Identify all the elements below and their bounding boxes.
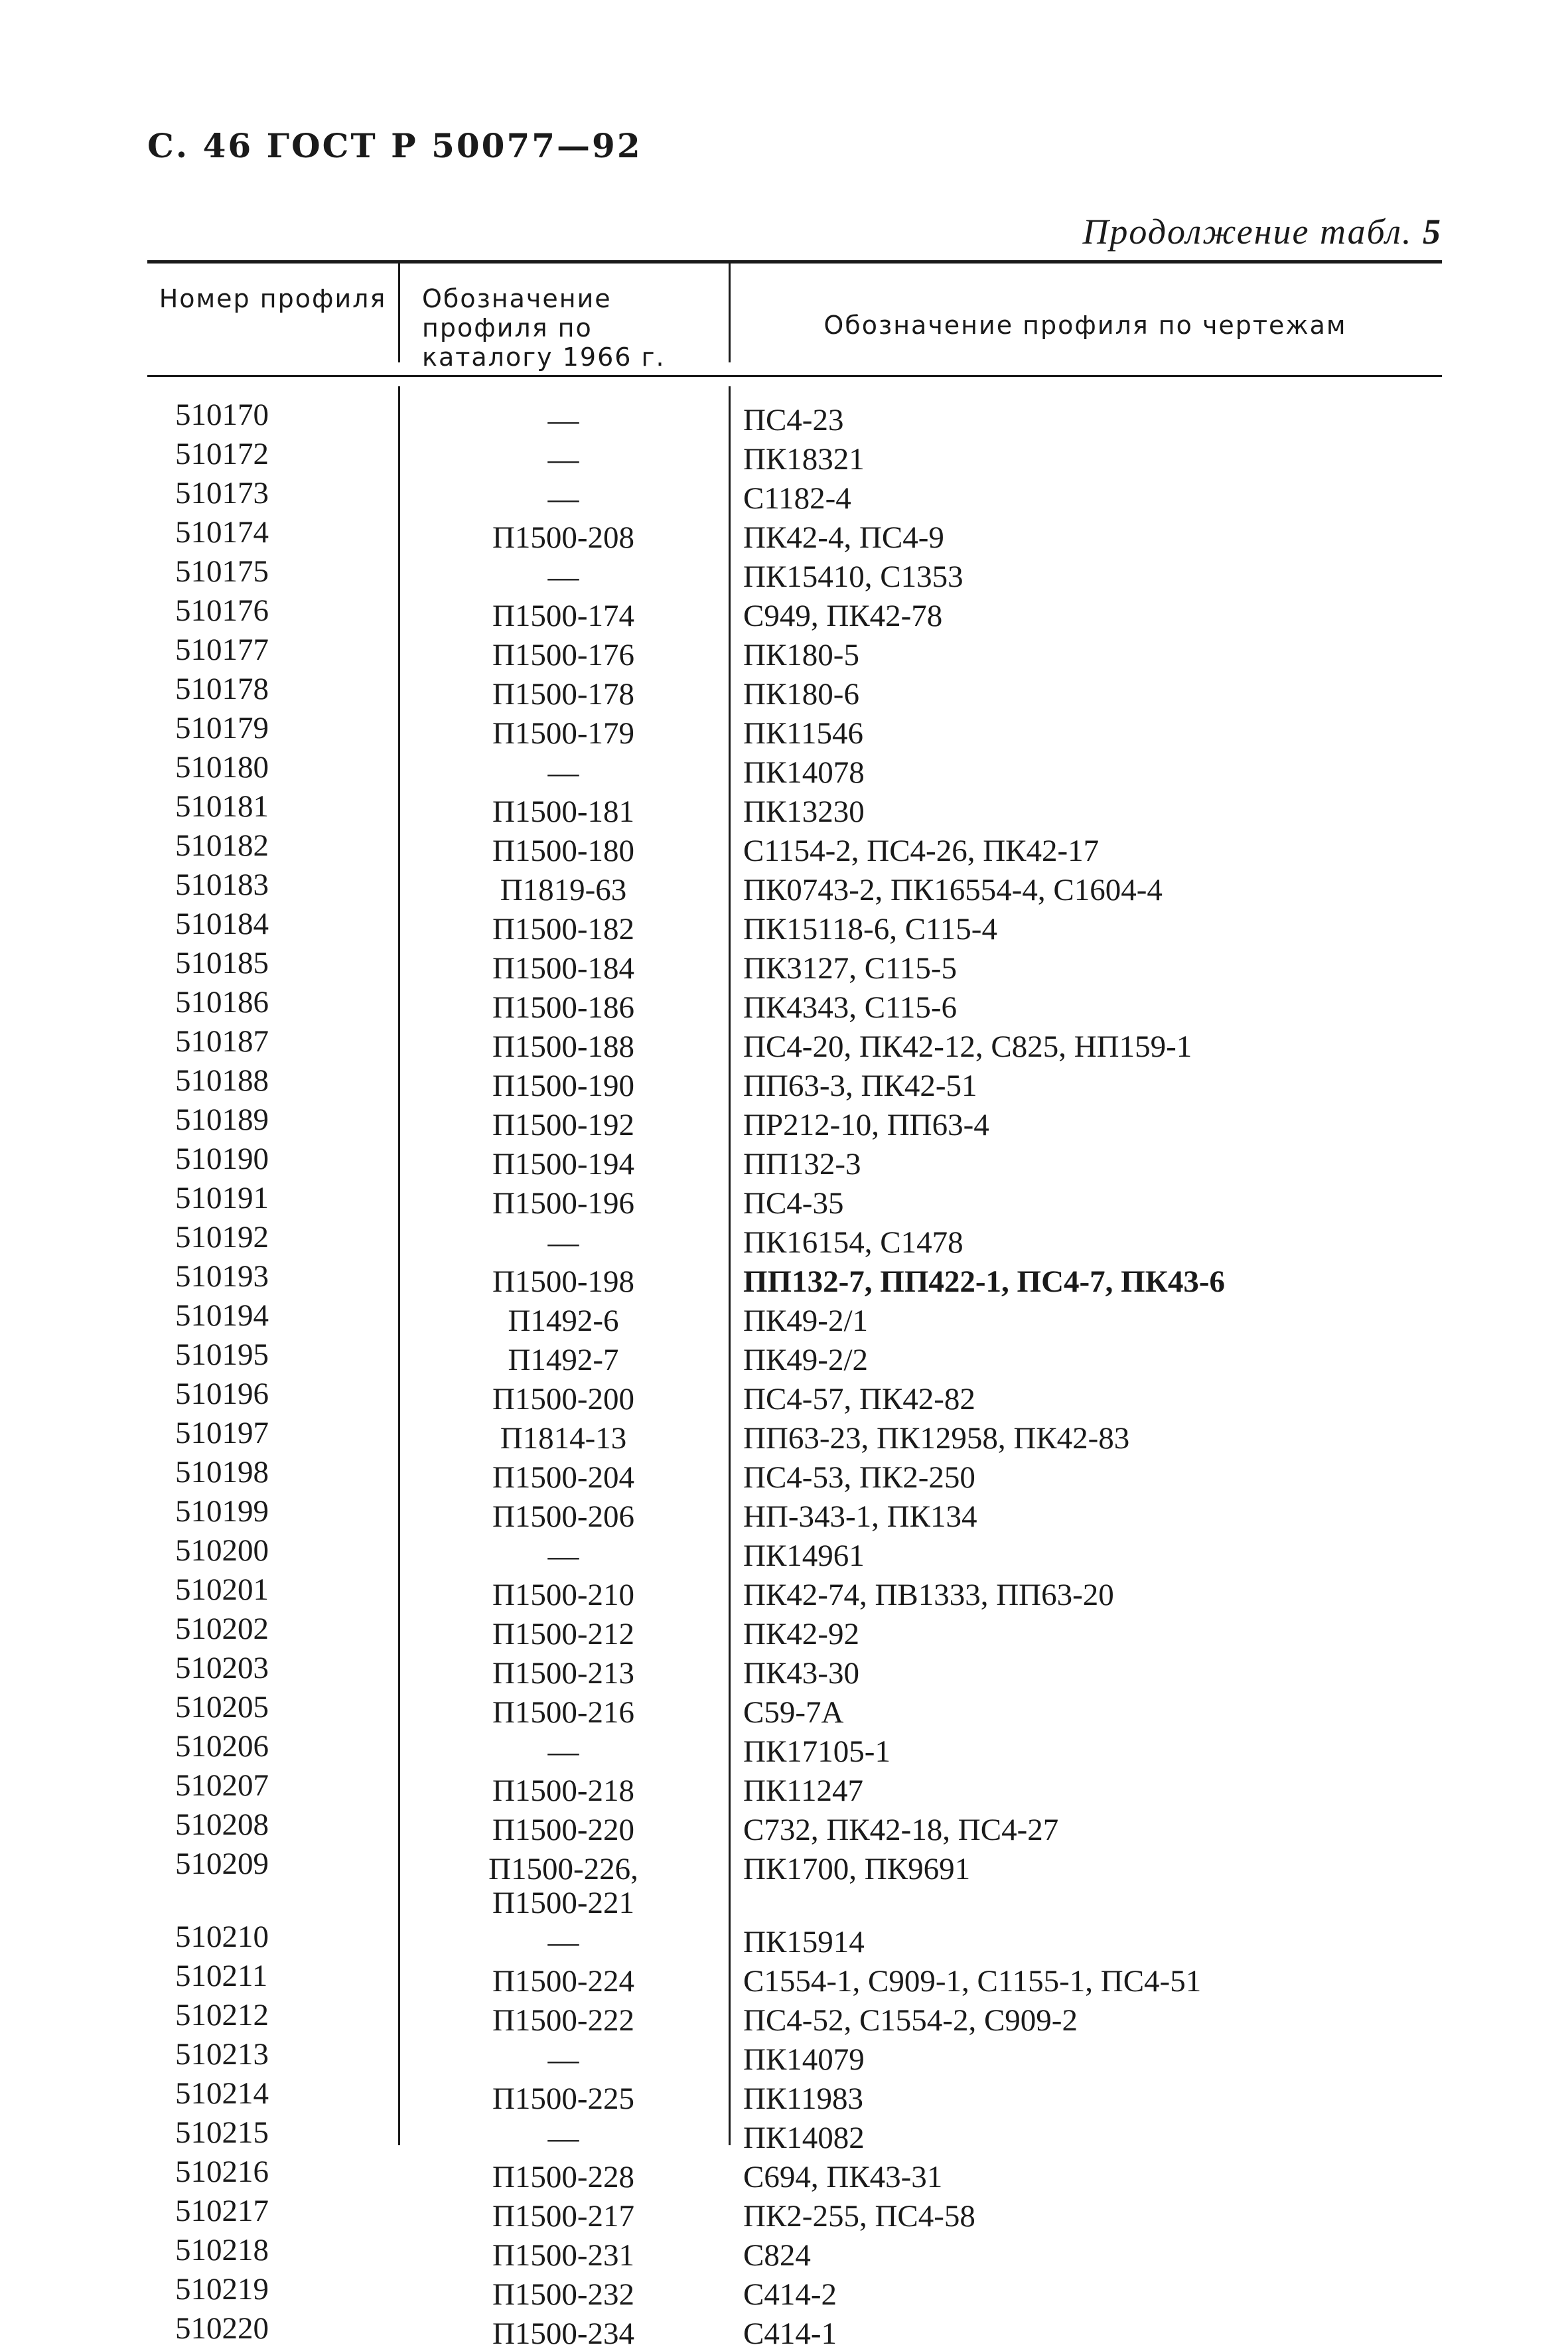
profile-number-cell: 510173 [175,476,269,510]
table-row [147,1495,1442,1534]
drawing-designation-cell: ПП132-3 [743,1147,861,1181]
catalog-designation-cell: П1814-13 [500,1421,627,1456]
catalog-designation-cell: — [547,481,579,516]
drawing-designation-cell: ПК11247 [743,1774,864,1808]
catalog-designation-cell: П1500-174 [492,599,635,633]
table-row [147,437,1442,477]
profile-number-cell: 510215 [175,2115,269,2150]
table-row [147,1612,1442,1651]
table-row [147,2312,1442,2351]
table-row [147,1959,1442,1999]
catalog-designation-cell: П1500-186 [492,990,635,1025]
drawing-designation-cell: ПК15914 [743,1925,865,1959]
catalog-designation-cell: П1500-180 [492,834,635,868]
table-row [147,947,1442,986]
drawing-designation-cell: ПК18321 [743,442,865,477]
header-bottom-rule [147,375,1442,377]
profile-number-cell: 510197 [175,1416,269,1450]
table-row [147,1769,1442,1808]
table-row [147,2038,1442,2077]
profile-number-cell: 510183 [175,868,269,902]
profile-number-cell: 510195 [175,1337,269,1372]
profile-number-cell: 510193 [175,1259,269,1294]
profile-number-cell: 510177 [175,633,269,667]
catalog-designation-cell: П1500-225 [492,2082,635,2116]
table-row [147,790,1442,829]
profile-number-cell: 510198 [175,1455,269,1489]
table-row [147,2155,1442,2194]
table-row [147,1730,1442,1769]
catalog-designation-cell: П1500-192 [492,1108,635,1142]
drawing-designation-cell: ПК14082 [743,2121,865,2155]
catalog-designation-cell: П1500-228 [492,2160,635,2194]
profile-number-cell: 510201 [175,1572,269,1607]
drawing-designation-cell: ПК2-255, ПС4-58 [743,2199,975,2234]
drawing-designation-cell: С949, ПК42-78 [743,599,943,633]
profile-number-cell: 510180 [175,750,269,785]
catalog-designation-cell: П1500-217 [492,2199,635,2234]
table-row [147,1456,1442,1495]
drawing-designation-cell: ПК11546 [743,716,864,751]
profile-number-cell: 510196 [175,1377,269,1411]
table-row [147,986,1442,1025]
profile-number-cell: 510176 [175,593,269,628]
drawing-designation-cell: ПК15410, С1353 [743,560,963,594]
header-divider-1 [398,263,400,362]
catalog-designation-cell: П1492-6 [508,1304,619,1338]
profile-number-cell: 510219 [175,2272,269,2307]
catalog-designation-cell: П1500-213 [492,1656,635,1691]
catalog-designation-cell: П1500-179 [492,716,635,751]
drawing-designation-cell: С824 [743,2238,811,2273]
drawing-designation-cell: ПК16154, С1478 [743,1225,963,1260]
drawing-designation-cell: ПК0743-2, ПК16554-4, С1604-4 [743,873,1163,907]
catalog-designation-cell: П1500-232 [492,2277,635,2312]
catalog-designation-cell: — [547,1225,579,1260]
drawing-designation-cell: ПК43-30 [743,1656,859,1691]
profile-number-cell: 510217 [175,2194,269,2228]
profile-number-cell: 510213 [175,2037,269,2072]
drawing-designation-cell: ПК42-92 [743,1617,859,1651]
profile-number-cell: 510191 [175,1181,269,1215]
table-row [147,1691,1442,1730]
profile-number-cell: 510189 [175,1102,269,1137]
profile-number-cell: 510210 [175,1920,269,1954]
catalog-designation-cell: П1500-188 [492,1029,635,1064]
catalog-designation-cell: П1500-178 [492,677,635,712]
drawing-designation-cell: ПС4-23 [743,403,844,437]
catalog-designation-cell: П1500-212 [492,1617,635,1651]
drawing-designation-cell: ПК180-6 [743,677,859,712]
table-row [147,829,1442,868]
profile-number-cell: 510192 [175,1220,269,1254]
profile-number-cell: 510216 [175,2155,269,2189]
catalog-designation-cell: П1500-204 [492,1460,635,1495]
catalog-designation-cell: П1500-210 [492,1578,635,1612]
profile-number-cell: 510199 [175,1494,269,1529]
table-row [147,1103,1442,1142]
profile-number-cell: 510186 [175,985,269,1020]
table-row [147,1847,1442,1920]
drawing-designation-cell: ПС4-35 [743,1186,844,1221]
drawing-designation-cell: С59-7А [743,1695,844,1730]
page-header: С. 46 ГОСТ Р 50077—92 [147,126,642,165]
profile-number-cell: 510220 [175,2311,269,2346]
table-row [147,1260,1442,1299]
profile-number-cell: 510187 [175,1024,269,1059]
catalog-designation-cell: П1500-184 [492,951,635,986]
table-row [147,1416,1442,1456]
catalog-designation-cell: П1500-200 [492,1382,635,1416]
catalog-designation-cell: П1500-231 [492,2238,635,2273]
drawing-designation-cell: ПК1700, ПК9691 [743,1852,971,1886]
profile-number-cell: 510178 [175,672,269,706]
drawing-designation-cell: ПП63-3, ПК42-51 [743,1069,977,1103]
drawing-designation-cell: С1554-1, С909-1, С1155-1, ПС4-51 [743,1964,1202,1999]
profile-number-cell: 510182 [175,828,269,863]
table-row [147,2194,1442,2234]
profile-number-cell: 510172 [175,437,269,471]
drawing-designation-cell: ПК17105-1 [743,1734,891,1769]
table-row [147,633,1442,672]
table-continuation-label [1082,211,1442,252]
table-row [147,2116,1442,2155]
catalog-designation-cell: — [547,403,579,437]
drawing-designation-cell: ПК14961 [743,1539,865,1573]
profile-number-cell: 510190 [175,1142,269,1176]
drawing-designation-cell: ПК42-74, ПВ1333, ПП63-20 [743,1578,1114,1612]
table-row [147,1181,1442,1221]
catalog-designation-cell: П1500-226, П1500-221 [488,1852,638,1920]
profile-number-cell: 510209 [175,1847,269,1881]
table-row [147,1338,1442,1377]
drawing-designation-cell: ПК49-2/1 [743,1304,868,1338]
profile-number-cell: 510188 [175,1063,269,1098]
drawing-designation-cell: ПС4-57, ПК42-82 [743,1382,975,1416]
profile-number-cell: 510208 [175,1807,269,1842]
catalog-designation-cell: П1500-218 [492,1774,635,1808]
drawing-designation-cell: ПК15118-6, С115-4 [743,912,997,947]
drawing-designation-cell: ПС4-52, С1554-2, С909-2 [743,2003,1078,2038]
drawing-designation-cell: ПП63-23, ПК12958, ПК42-83 [743,1421,1130,1456]
drawing-designation-cell: ПК49-2/2 [743,1343,868,1377]
catalog-designation-cell: П1500-176 [492,638,635,672]
drawing-designation-cell: С1154-2, ПС4-26, ПК42-17 [743,834,1100,868]
drawing-designation-cell: ПК180-5 [743,638,859,672]
table-row [147,672,1442,712]
catalog-designation-cell: — [547,560,579,594]
catalog-designation-cell: — [547,2042,579,2077]
profile-number-cell: 510211 [175,1959,268,1993]
drawing-designation-cell: С414-2 [743,2277,837,2312]
continuation-text: Продолжение табл. [1082,212,1413,252]
drawing-designation-cell: С414-1 [743,2316,837,2351]
profile-number-cell: 510206 [175,1729,269,1764]
table-row [147,1142,1442,1181]
catalog-designation-cell: П1500-222 [492,2003,635,2038]
catalog-designation-cell: — [547,755,579,790]
table-row [147,477,1442,516]
header-catalog-designation: Обозначение профиля по каталогу 1966 г. [422,284,666,372]
table-row [147,1920,1442,1959]
profile-number-cell: 510202 [175,1612,269,1646]
table-row [147,2273,1442,2312]
table-row [147,2077,1442,2116]
table-body [147,398,1442,2351]
drawing-designation-cell: С732, ПК42-18, ПС4-27 [743,1813,1059,1847]
catalog-designation-cell: П1500-181 [492,795,635,829]
table-row [147,751,1442,790]
catalog-designation-cell: — [547,1539,579,1573]
header-profile-number: Номер профиля [159,284,387,313]
table-row [147,1999,1442,2038]
table-row [147,1064,1442,1103]
drawing-designation-cell: ПР212-10, ПП63-4 [743,1108,989,1142]
drawing-designation-cell: ПС4-20, ПК42-12, С825, НП159-1 [743,1029,1192,1064]
catalog-designation-cell: П1500-182 [492,912,635,947]
catalog-designation-cell: П1492-7 [508,1343,619,1377]
drawing-designation-cell: С1182-4 [743,481,851,516]
profile-number-cell: 510170 [175,398,269,432]
table-row [147,712,1442,751]
catalog-designation-cell: П1500-196 [492,1186,635,1221]
catalog-designation-cell: П1500-194 [492,1147,635,1181]
catalog-designation-cell: П1819-63 [500,873,627,907]
catalog-designation-cell: П1500-198 [492,1264,635,1299]
profile-number-cell: 510205 [175,1690,269,1724]
table-row [147,398,1442,437]
drawing-designation-cell: ПК13230 [743,795,865,829]
profile-number-cell: 510207 [175,1768,269,1803]
catalog-designation-cell: — [547,442,579,477]
profile-number-cell: 510212 [175,1998,269,2032]
drawing-designation-cell: ПК42-4, ПС4-9 [743,520,944,555]
drawing-designation-cell: С694, ПК43-31 [743,2160,943,2194]
table-row [147,1299,1442,1338]
table-row [147,907,1442,947]
drawing-designation-cell: ПК3127, С115-5 [743,951,958,986]
catalog-designation-cell: — [547,2121,579,2155]
profile-number-cell: 510184 [175,907,269,941]
catalog-designation-cell: П1500-190 [492,1069,635,1103]
table-row [147,1808,1442,1847]
table-row [147,1377,1442,1416]
catalog-designation-cell: П1500-216 [492,1695,635,1730]
profile-number-cell: 510175 [175,554,269,589]
catalog-designation-cell: — [547,1734,579,1769]
header-drawing-designation: Обозначение профиля по чертежам [823,311,1347,340]
table-row [147,516,1442,555]
table-row [147,594,1442,633]
profile-number-cell: 510179 [175,711,269,745]
catalog-designation-cell: П1500-220 [492,1813,635,1847]
table-row [147,555,1442,594]
catalog-designation-cell: П1500-208 [492,520,635,555]
profile-number-cell: 510194 [175,1298,269,1333]
table-row [147,1651,1442,1691]
table-row [147,1573,1442,1612]
table-row [147,1221,1442,1260]
drawing-designation-cell: ПП132-7, ПП422-1, ПС4-7, ПК43-6 [743,1264,1225,1299]
drawing-designation-cell: ПК14079 [743,2042,865,2077]
table-top-rule [147,260,1442,264]
profile-number-cell: 510203 [175,1651,269,1685]
table-row [147,2234,1442,2273]
catalog-designation-cell: П1500-234 [492,2316,635,2351]
drawing-designation-cell: ПК14078 [743,755,865,790]
catalog-designation-cell: П1500-206 [492,1499,635,1534]
profile-number-cell: 510218 [175,2233,269,2267]
profile-number-cell: 510181 [175,789,269,824]
catalog-designation-cell: П1500-224 [492,1964,635,1999]
table-row [147,868,1442,907]
drawing-designation-cell: ПК4343, С115-6 [743,990,958,1025]
drawing-designation-cell: НП-343-1, ПК134 [743,1499,977,1534]
table-row [147,1025,1442,1064]
table-number: 5 [1423,212,1442,252]
profile-number-cell: 510174 [175,515,269,550]
drawing-designation-cell: ПС4-53, ПК2-250 [743,1460,975,1495]
profile-number-cell: 510200 [175,1533,269,1568]
profile-number-cell: 510214 [175,2076,269,2111]
drawing-designation-cell: ПК11983 [743,2082,864,2116]
table-row [147,1534,1442,1573]
profile-number-cell: 510185 [175,946,269,980]
catalog-designation-cell: — [547,1925,579,1959]
